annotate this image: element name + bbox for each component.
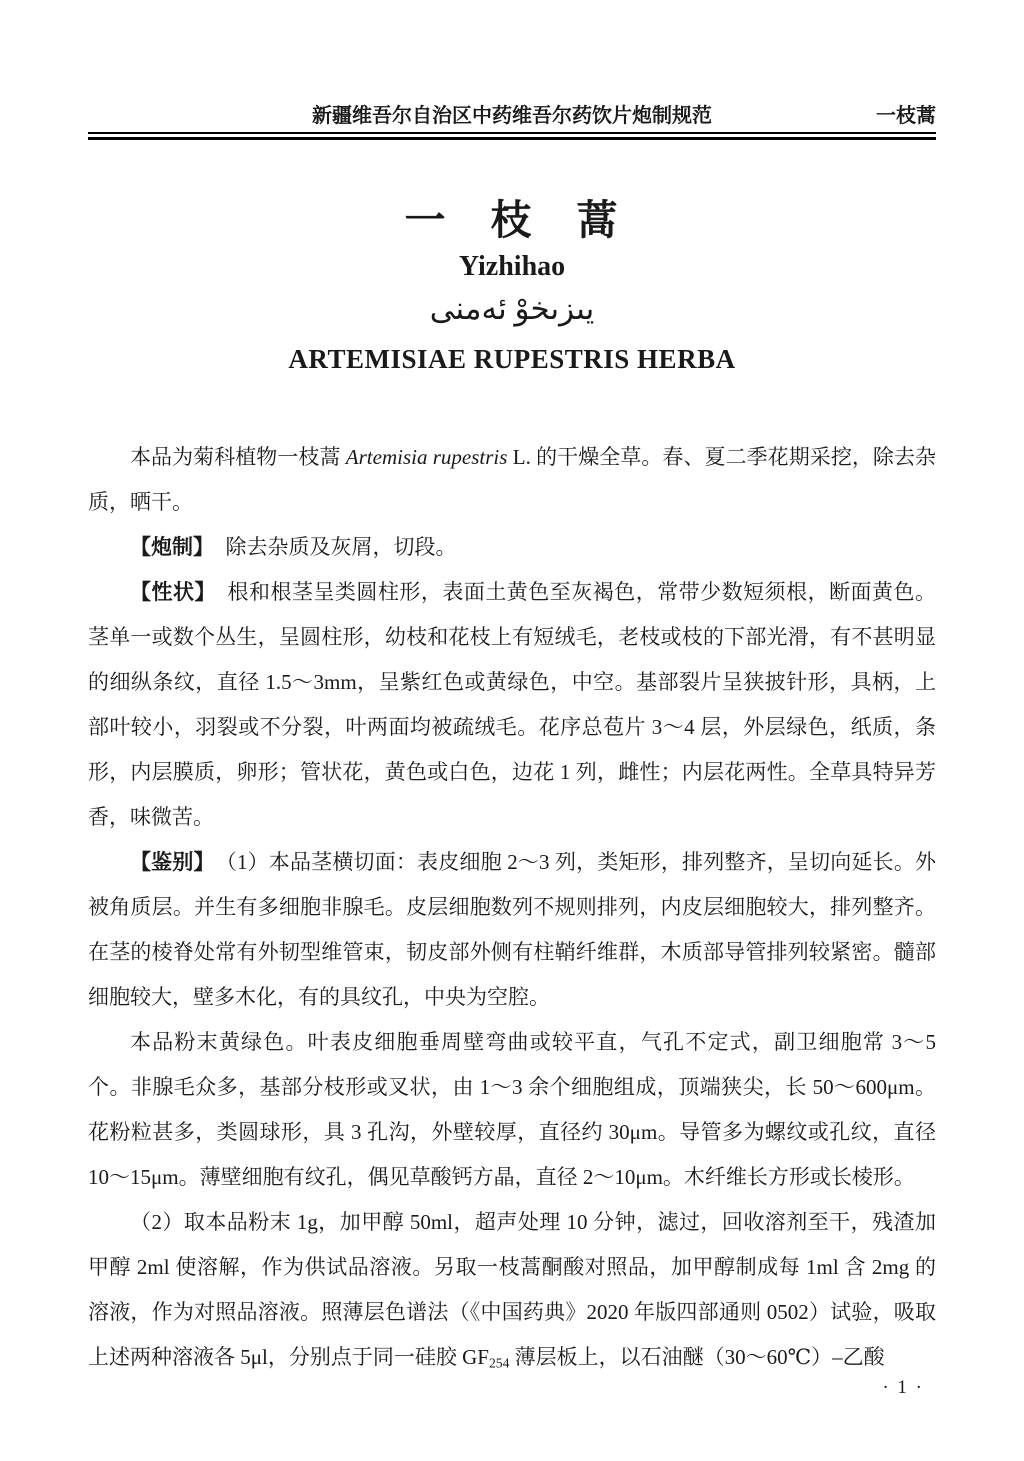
page-number: · 1 · [882, 1377, 924, 1398]
paragraph-jianbie-item2 [88, 1200, 936, 1380]
header-divider-rule [88, 132, 936, 140]
paragraph-source-description [88, 435, 936, 525]
title-block [88, 197, 936, 375]
jianbie-item1-text: （1）本品茎横切面：表皮细胞 2～3 列，类矩形，排列整齐，呈切向延长。外被角质层。并生有多细胞非腺毛。皮层细胞数列不规则排列，内皮层细胞较大，排列整齐。在茎的棱脊处常有外韧型维管束，韧皮部外侧有柱鞘纤维群，木质部导管排列较紧密。髓部细胞较大，壁多木化，有的具纹孔，中央为空腔。 [88, 850, 937, 1010]
paragraph-paozhi [88, 525, 936, 570]
running-header [88, 0, 936, 129]
botanical-author: L. [507, 445, 537, 470]
paragraph-xingzhuang [88, 570, 936, 840]
source-rest-text: 的干燥全草。春、夏二季花期采挖，除去杂质，晒干。 [88, 445, 937, 515]
section-label-paozhi: 【炮制】 [130, 535, 214, 560]
jianbie-item2-text: （2）取本品粉末 1g，加甲醇 50ml，超声处理 10 分钟，滤过，回收溶剂至干，残渣加甲醇 2ml 使溶解，作为供试品溶液。另取一枝蒿酮酸对照品，加甲醇制成每 1ml 含 2mg 的溶液，作为对照品溶液。照薄层色谱法（《中国药典》2020 年版四部通则 0502）试验，吸取上述两种溶液各 5μl，分别点于同一硅胶 GF [88, 1210, 936, 1370]
monograph-body [88, 435, 936, 1380]
paragraph-jianbie-powder [88, 1020, 936, 1200]
jianbie-item2-continuation: 薄层板上，以石油醚（30～60℃）–乙酸 [509, 1345, 885, 1370]
page-title-uyghur: يىزىخوْ ئەمنى [429, 291, 595, 327]
gf254-subscript: 254 [488, 1355, 510, 1371]
page-title-latin: ARTEMISIAE RUPESTRIS HERBA [288, 343, 736, 374]
page-title-chinese: 一 枝 蒿 [404, 197, 620, 243]
section-label-jianbie: 【鉴别】 [130, 850, 215, 875]
header-chapter-title: 一枝蒿 [876, 105, 936, 127]
paragraph-jianbie-item1 [88, 840, 936, 1020]
jianbie-powder-text: 本品粉末黄绿色。叶表皮细胞垂周壁弯曲或较平直，气孔不定式，副卫细胞常 3～5 个。非腺毛众多，基部分枝形或叉状，由 1～3 余个细胞组成，顶端狭尖，长 50～600μm。花粉粒甚多，类圆球形，具 3 孔沟，外壁较厚，直径约 30μm。导管多为螺纹或孔纹，直径 10～15μm。薄壁细胞有纹孔，偶见草酸钙方晶，直径 2～10μm。木纤维长方形或长棱形。 [88, 1030, 936, 1190]
page-title-pinyin: Yizhihao [458, 251, 566, 283]
botanical-name: Artemisia rupestris [345, 445, 508, 470]
header-book-title: 新疆维吾尔自治区中药维吾尔药饮片炮制规范 [312, 105, 712, 127]
paozhi-text: 除去杂质及灰屑，切段。 [225, 535, 457, 560]
xingzhuang-text: 根和根茎呈类圆柱形，表面土黄色至灰褐色，常带少数短须根，断面黄色。茎单一或数个丛生，呈圆柱形，幼枝和花枝上有短绒毛，老枝或枝的下部光滑，有不甚明显的细纵条纹，直径 1.5～3mm，呈紫红色或黄绿色，中空。基部裂片呈狭披针形，具柄，上部叶较小，羽裂或不分裂，叶两面均被疏绒毛。花序总苞片 3～4 层，外层绿色，纸质，条形，内层膜质，卵形；管状花，黄色或白色，边花 1 列，雌性；内层花两性。全草具特异芳香，味微苦。 [88, 580, 937, 830]
section-label-xingzhuang: 【性状】 [130, 580, 216, 605]
source-lead-text: 本品为菊科植物一枝蒿 [130, 445, 346, 470]
